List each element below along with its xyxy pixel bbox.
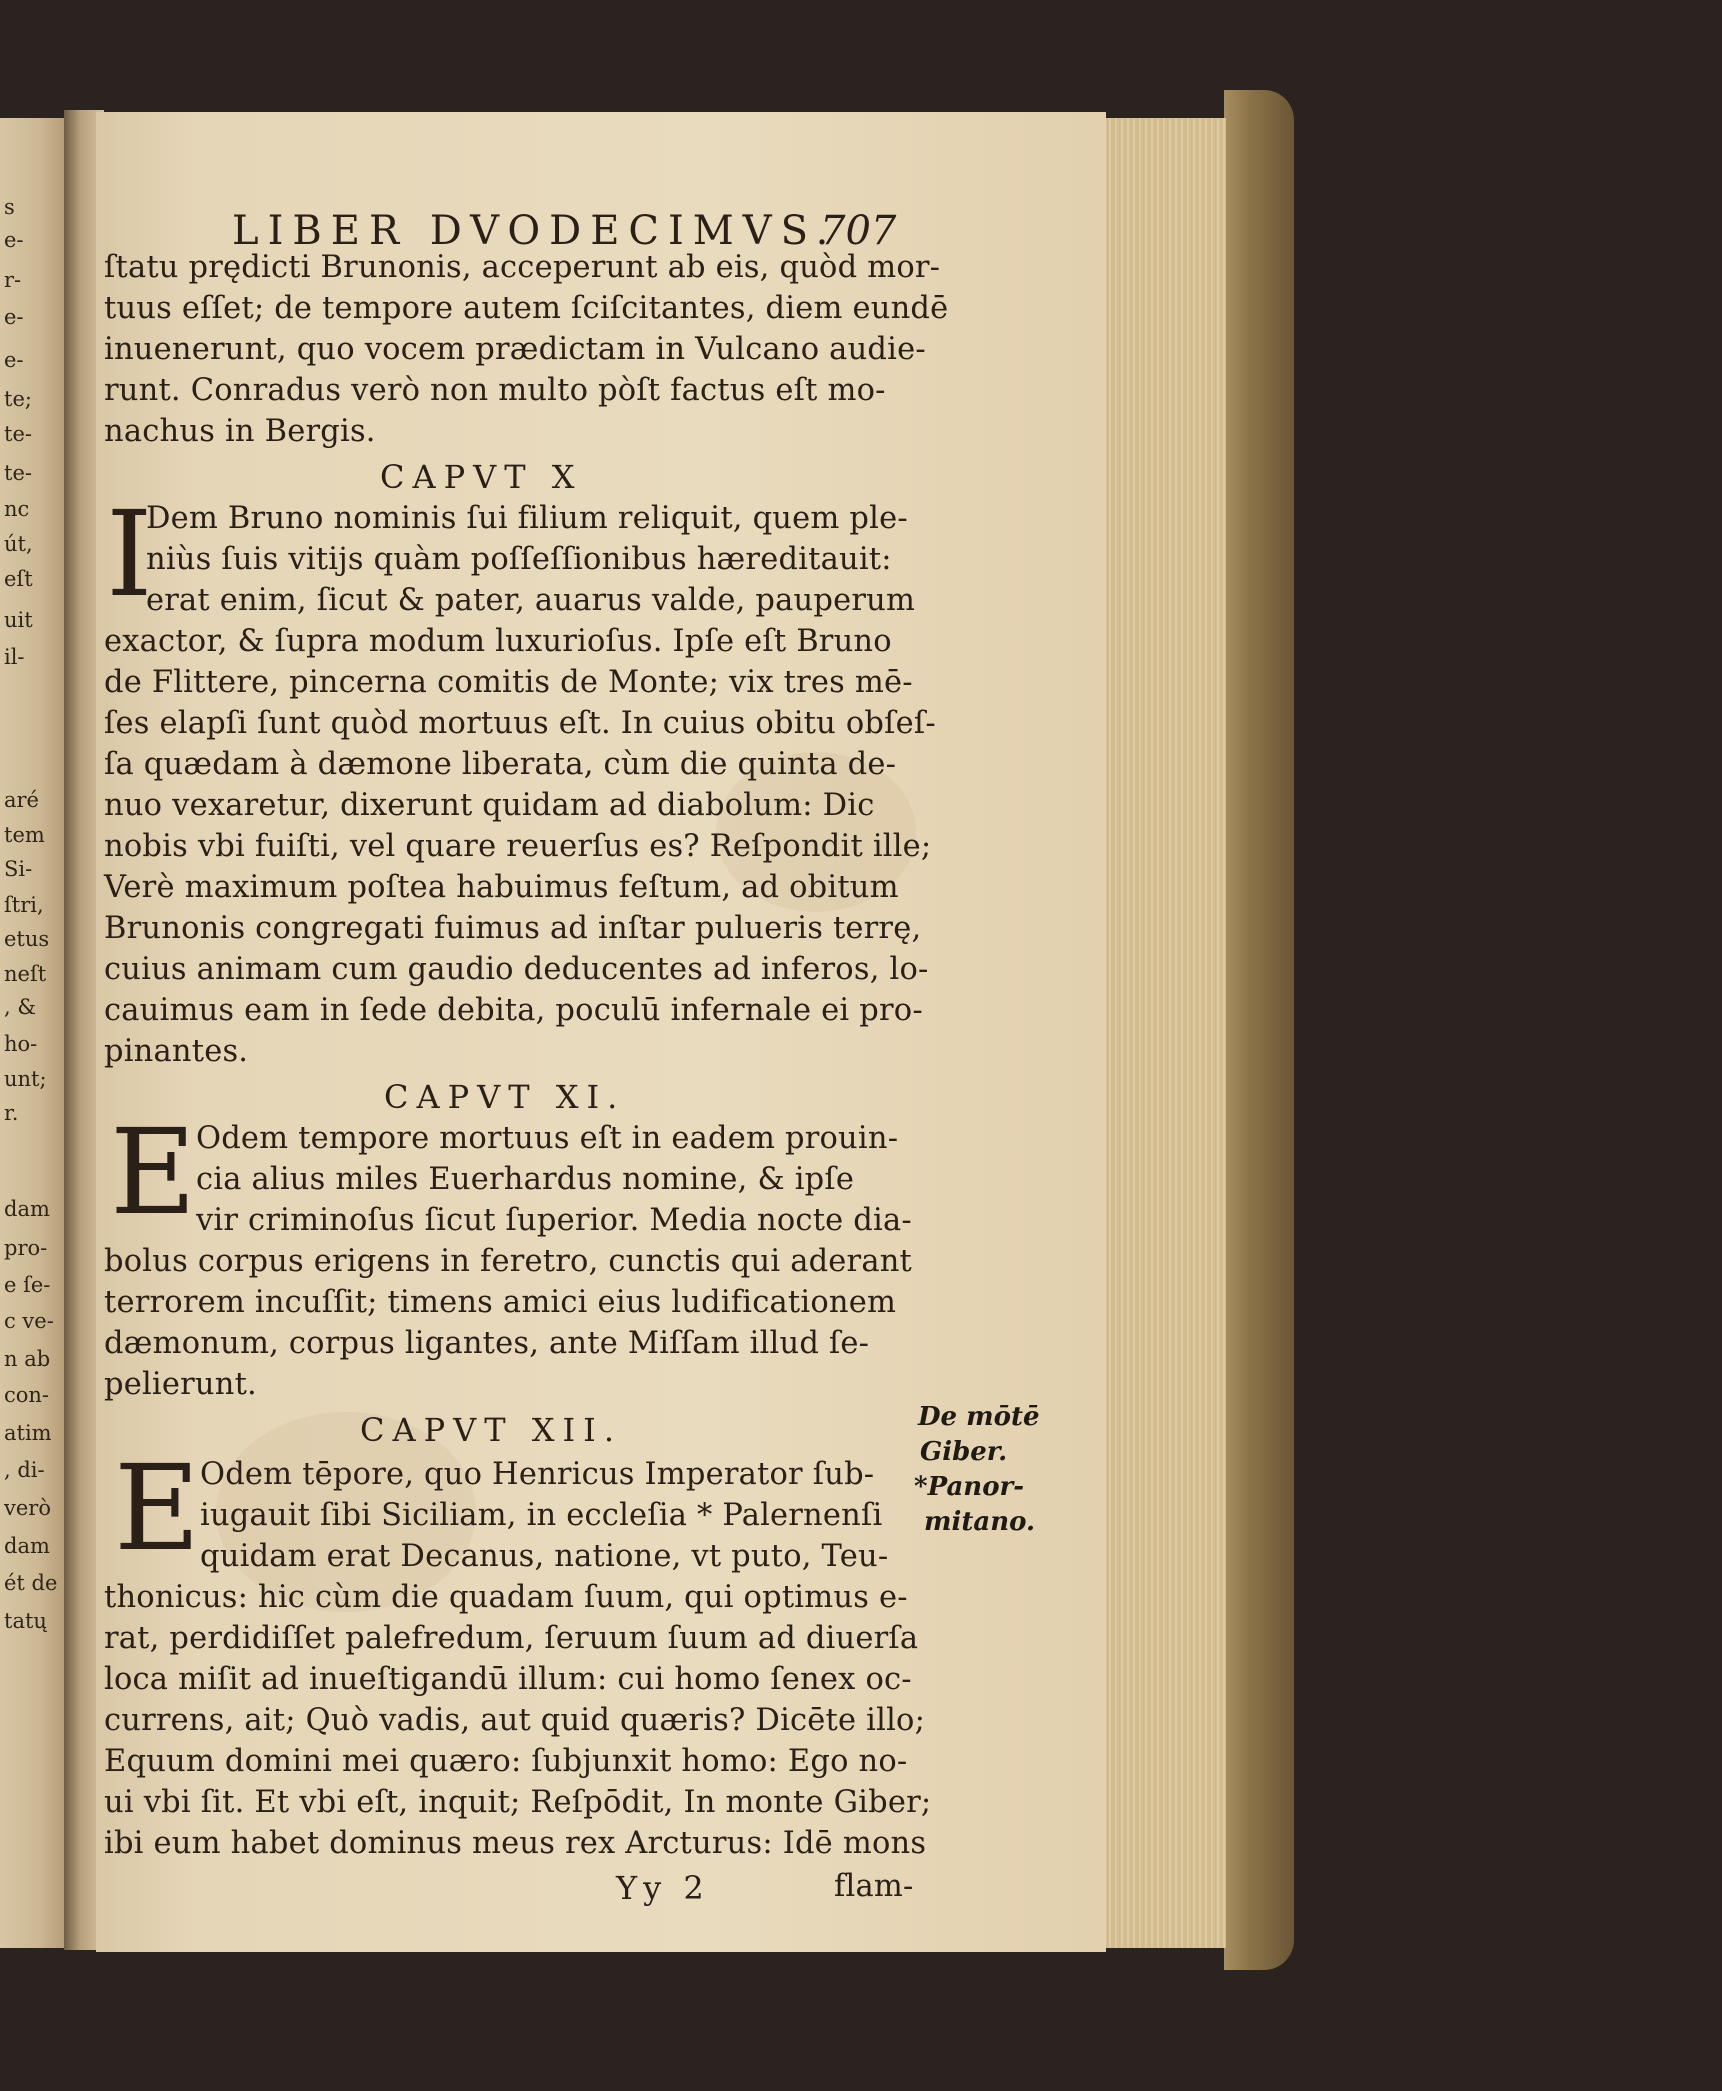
text-line: nachus in Bergis. [104,414,376,449]
left-page-text-fragment: ſtri, [4,893,44,917]
left-page-text-fragment: r- [4,268,22,292]
text-line: inuenerunt, quo vocem prædictam in Vulcano audie- [104,332,926,367]
left-page-text-fragment: dam [4,1197,50,1221]
left-page-text-fragment: pro- [4,1236,48,1260]
text-line: currens, ait; Quò vadis, aut quid quæris? Dicēte illo; [104,1703,926,1738]
text-line: bolus corpus erigens in feretro, cunctis qui aderant [104,1244,913,1279]
text-line: nobis vbi fuiſti, vel quare reuerſus es? Reſpondit ille; [104,829,932,864]
text-line: cia alius miles Euerhardus nomine, & ipſe [196,1162,855,1197]
left-page-text-fragment: te- [4,461,32,485]
text-line: niùs ſuis vitijs quàm poſſeſſionibus hæreditauit: [146,542,892,577]
left-page-text-fragment: ét de [4,1571,58,1595]
margin-note: mitano. [924,1507,1036,1537]
left-page-text-fragment: etus [4,927,50,951]
left-page-text-fragment: s [4,195,15,219]
text-line: ſtatu prędicti Brunonis, acceperunt ab eis, quòd mor- [104,250,941,285]
left-page-text-fragment: e- [4,305,24,329]
text-line: dæmonum, corpus ligantes, ante Miſſam illud ſe- [104,1326,870,1361]
text-line: cuius animam cum gaudio deducentes ad inferos, lo- [104,952,929,987]
text-line: de Flittere, pincerna comitis de Monte; vix tres mē- [104,665,913,700]
text-line: Equum domini mei quæro: ſubjunxit homo: Ego no- [104,1744,908,1779]
left-page-text-fragment: il- [4,645,25,669]
left-page-text-fragment: te- [4,422,32,446]
left-page-text-fragment: r. [4,1101,19,1125]
drop-initial: I [106,485,153,623]
text-line: ibi eum habet dominus meus rex Arcturus: Idē mons [104,1826,927,1861]
drop-initial: E [110,1103,197,1241]
left-page-text-fragment: , & [4,995,37,1019]
text-line: terrorem incuſſit; timens amici eius ludificationem [104,1285,897,1320]
chapter-heading: CAPVT XI. [384,1078,626,1116]
text-line: Dem Bruno nominis ſui filium reliquit, quem ple- [146,501,908,536]
left-page-text-fragment: neſt [4,962,47,986]
left-page-text-fragment: unt; [4,1067,47,1091]
chapter-heading: CAPVT XII. [360,1411,622,1449]
text-line: vir criminoſus ſicut ſuperior. Media nocte dia- [196,1203,912,1238]
left-page-text-fragment: uit [4,608,33,632]
page-number: 707 [820,208,897,254]
page-fore-edge [1104,118,1226,1948]
left-page-text-fragment: e ſe- [4,1273,51,1297]
text-line: ui vbi ſit. Et vbi eſt, inquit; Reſpōdit, In monte Giber; [104,1785,932,1820]
catchword: flam- [834,1869,914,1904]
margin-note: Giber. [920,1437,1008,1467]
left-page-text-fragment: c ve- [4,1309,54,1333]
left-page-text-fragment: dam [4,1534,50,1558]
left-page-fragment [0,118,67,1948]
drop-initial: E [114,1439,201,1577]
left-page-text-fragment: verò [4,1496,51,1520]
text-line: iugauit ſibi Siciliam, in eccleſia * Palernenſi [200,1498,883,1533]
text-line: quidam erat Decanus, natione, vt puto, Teu- [200,1539,889,1574]
margin-note: De mōtē [918,1402,1040,1432]
left-page-text-fragment: nc [4,497,30,521]
left-page-text-fragment: con- [4,1383,50,1407]
text-line: ſes elapſi ſunt quòd mortuus eſt. In cuius obitu obſeſ- [104,706,936,741]
text-line: Verè maximum poſtea habuimus feſtum, ad obitum [104,870,899,905]
text-line: nuo vexaretur, dixerunt quidam ad diabolum: Dic [104,788,875,823]
left-page-text-fragment: tatų [4,1609,47,1633]
text-line: ſa quædam à dæmone liberata, cùm die quinta de- [104,747,897,782]
text-line: pelierunt. [104,1367,257,1402]
text-line: rat, perdidiſſet palefredum, ſeruum ſuum ad diuerſa [104,1621,919,1656]
text-line: tuus eſſet; de tempore autem ſciſcitantes, diem eundē [104,291,949,326]
left-page-text-fragment: eſt [4,567,33,591]
left-page-text-fragment: e- [4,348,24,372]
signature-mark: Yy 2 [616,1869,710,1907]
text-line: exactor, & ſupra modum luxurioſus. Ipſe eſt Bruno [104,624,892,659]
text-line: loca miſit ad inueſtigandū illum: cui homo ſenex oc- [104,1662,912,1697]
left-page-text-fragment: aré [4,788,39,812]
book-cover-edge [1224,90,1294,1970]
margin-note: *Panor- [914,1472,1025,1502]
text-line: Odem tempore mortuus eſt in eadem prouin- [196,1121,899,1156]
left-page-text-fragment: te; [4,387,32,411]
chapter-heading: CAPVT X [380,458,583,496]
left-page-text-fragment: Si- [4,857,33,881]
running-title: LIBER DVODECIMVS. [232,208,838,254]
left-page-text-fragment: e- [4,228,24,252]
text-line: Odem tēpore, quo Henricus Imperator ſub- [200,1457,875,1492]
text-line: pinantes. [104,1034,249,1069]
left-page-text-fragment: n ab [4,1347,51,1371]
text-line: thonicus: hic cùm die quadam ſuum, qui optimus e- [104,1580,908,1615]
left-page-text-fragment: út, [4,532,33,556]
text-line: cauimus eam in ſede debita, poculū infernale ei pro- [104,993,923,1028]
left-page-text-fragment: , di- [4,1458,45,1482]
left-page-text-fragment: ho- [4,1032,38,1056]
left-page-text-fragment: tem [4,823,45,847]
text-line: erat enim, ſicut & pater, auarus valde, pauperum [146,583,916,618]
text-line: runt. Conradus verò non multo pòſt factus eſt mo- [104,373,886,408]
text-line: Brunonis congregati fuimus ad inſtar pulueris terrę, [104,911,922,946]
left-page-text-fragment: atim [4,1421,52,1445]
